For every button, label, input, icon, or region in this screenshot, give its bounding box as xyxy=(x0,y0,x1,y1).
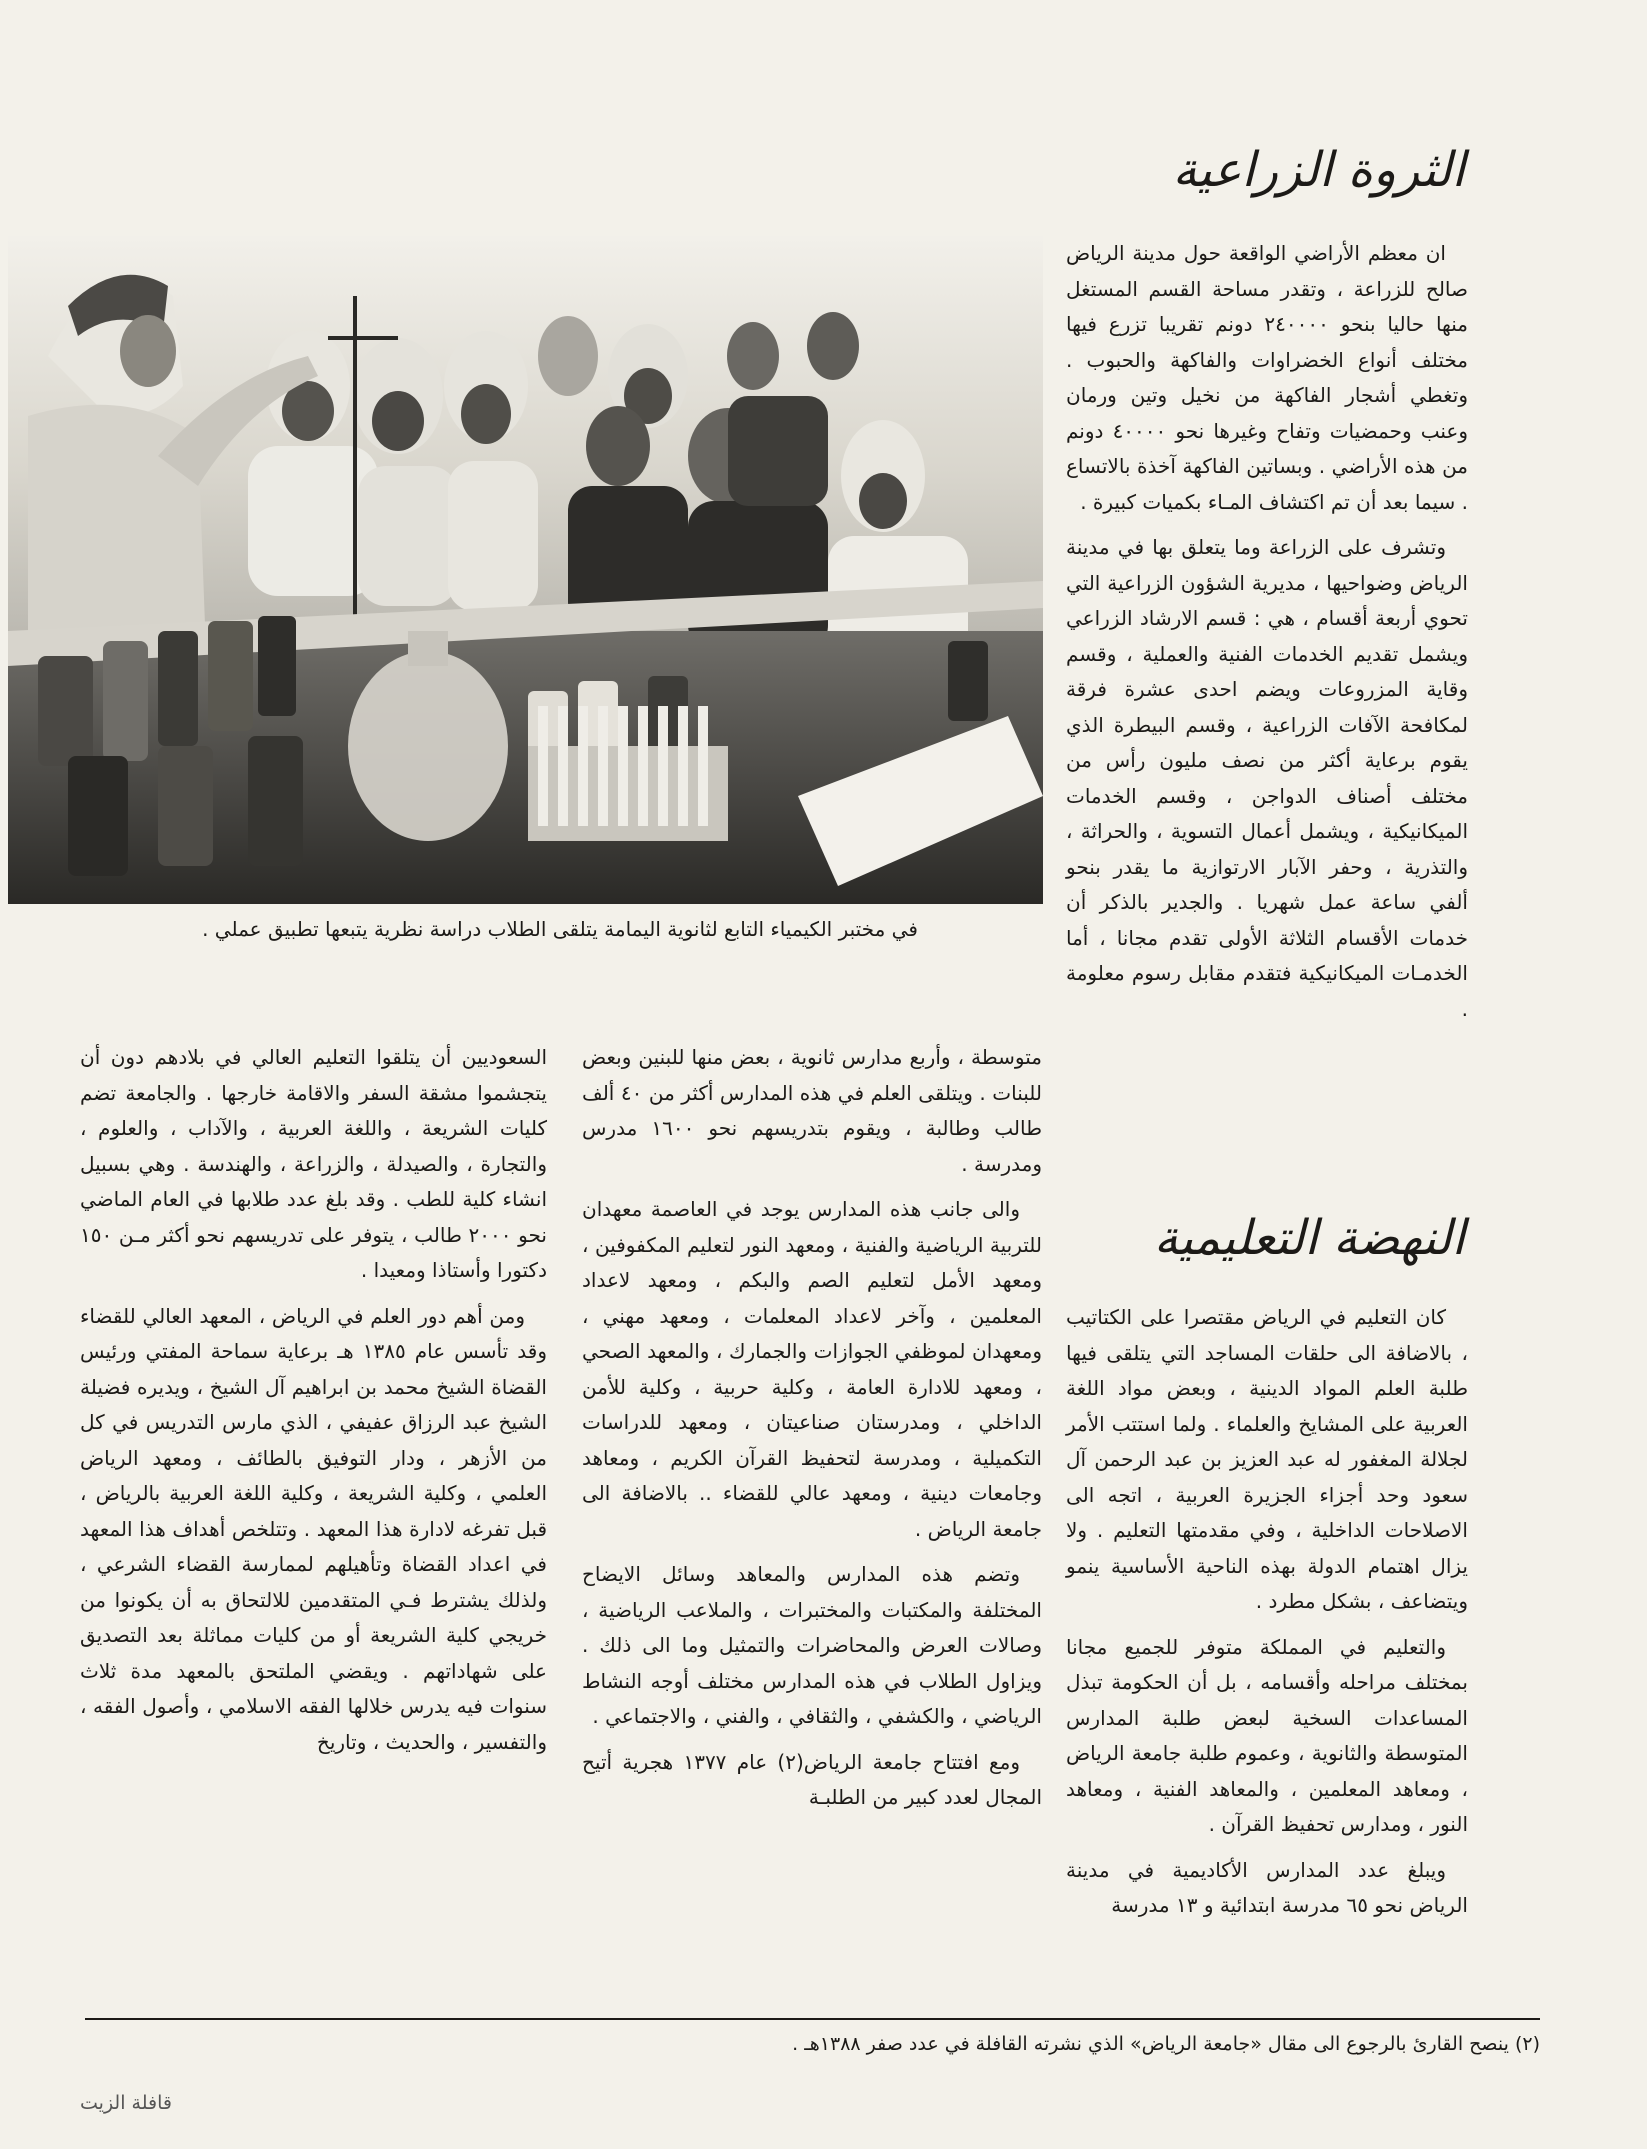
paragraph: كان التعليم في الرياض مقتصرا على الكتاتيب ، بالاضافة الى حلقات المساجد التي يتلقى فيها طلبة العلم المواد الدينية ، وبعض مواد اللغة العربية على المشايخ والعلماء . ولما استتب الأمر لجلالة المغفور له عبد العزيز بن عبد الرحمن آل سعود وحد أجزاء الجزيرة العربية ، اتجه الى الاصلاحات الداخلية ، وفي مقدمتها التعليم . ولا يزال اهتمام الدولة بهذه الناحية الأساسية ينمو ويتضاعف ، بشكل مطرد . xyxy=(1066,1305,1468,1613)
left-column xyxy=(80,1040,547,1770)
paragraph: وتضم هذه المدارس والمعاهد وسائل الايضاح المختلفة والمكتبات والمختبرات ، والملاعب الرياضية ، وصالات العرض والمحاضرات والتمثيل وما الى ذلك . ويزاول الطلاب في هذه المدارس مختلف أوجه النشاط الرياضي ، والكشفي ، والثقافي ، والفني ، والاجتماعي . xyxy=(582,1562,1042,1728)
chemistry-lab-photo xyxy=(8,236,1043,904)
footnote-divider xyxy=(85,2018,1540,2020)
paragraph: ويبلغ عدد المدارس الأكاديمية في مدينة الرياض نحو ٦٥ مدرسة ابتدائية و ١٣ مدرسة xyxy=(1066,1857,1468,1917)
middle-column xyxy=(582,1040,1042,1826)
paragraph: ان معظم الأراضي الواقعة حول مدينة الرياض صالح للزراعة ، وتقدر مساحة القسم المستغل منها حاليا بنحو ٢٤٠٠٠٠ دونم تقريبا تزرع فيها مختلف أنواع الخضراوات والفاكهة والحبوب . وتغطي أشجار الفاكهة من نخيل وتين ورمان وعنب وحمضيات وتفاح وغيرها نحو ٤٠٠٠٠ دونم من هذه الأراضي . وبساتين الفاكهة آخذة بالاتساع . سيما بعد أن تم اكتشاف المـاء بكميات كبيرة . xyxy=(1066,241,1468,514)
education-column xyxy=(1066,1300,1468,1934)
footnote: (٢) ينصح القارئ بالرجوع الى مقال «جامعة الرياض» الذي نشرته القافلة في عدد صفر ١٣٨٨هـ . xyxy=(792,2033,1540,2055)
lab-photo-illustration xyxy=(8,236,1043,904)
agriculture-column xyxy=(1066,236,1468,1037)
photo-caption: في مختبر الكيمياء التابع لثانوية اليمامة يتلقى الطلاب دراسة نظرية يتبعها تطبيق عملي . xyxy=(202,917,918,941)
paragraph: والى جانب هذه المدارس يوجد في العاصمة معهدان للتربية الرياضية والفنية ، ومعهد النور لتعليم المكفوفين ، ومعهد الأمل لتعليم الصم والبكم ، ومعهد لاعداد المعلمين ، وآخر لاعداد المعلمات ، ومعهد مهني ، ومعهدان لموظفي الجوازات والجمارك ، والمعهد الصحي ، ومعهد للادارة العامة ، وكلية حربية ، وكلية للأمن الداخلي ، ومدرستان صناعيتان ، ومعهد للدراسات التكميلية ، ومدرسة لتحفيظ القرآن الكريم ، ومعاهد وجامعات دينية ، ومعهد عالي للقضاء .. بالاضافة الى جامعة الرياض . xyxy=(582,1197,1042,1541)
paragraph: ومع افتتاح جامعة الرياض(٢) عام ١٣٧٧ هجرية أتيح المجال لعدد كبير من الطلبـة xyxy=(582,1749,1042,1809)
paragraph: والتعليم في المملكة متوفر للجميع مجانا بمختلف مراحله وأقسامه ، بل أن الحكومة تبذل المساعدات السخية لبعض طلبة المدارس المتوسطة والثانوية ، وعموم طلبة جامعة الرياض ، ومعاهد المعلمين ، والمعاهد الفنية ، ومعاهد النور ، ومدارس تحفيظ القرآن . xyxy=(1066,1634,1468,1836)
paragraph: ومن أهم دور العلم في الرياض ، المعهد العالي للقضاء وقد تأسس عام ١٣٨٥ هـ برعاية سماحة المفتي ورئيس القضاة الشيخ محمد بن ابراهيم آل الشيخ ، ويديره فضيلة الشيخ عبد الرزاق عفيفي ، الذي مارس التدريس في كل من الأزهر ، ودار التوفيق بالطائف ، ومعهد الرياض العلمي ، وكلية الشريعة ، وكلية اللغة العربية بالرياض ، قبل تفرغه لادارة هذا المعهد . وتتلخص أهداف هذا المعهد في اعداد القضاة وتأهيلهم لممارسة القضاء الشرعي ، ولذلك يشترط فـي المتقدمين للالتحاق به أن يكونوا من خريجي كلية الشريعة أو من كليات مماثلة بعد التصديق على شهاداتهم . ويقضي الملتحق بالمعهد مدة ثلاث سنوات فيه يدرس خلالها الفقه الاسلامي ، وأصول الفقه ، والتفسير ، والحديث ، وتاريخ xyxy=(80,1303,547,1754)
paragraph: وتشرف على الزراعة وما يتعلق بها في مدينة الرياض وضواحيها ، مديرية الشؤون الزراعية التي تحوي أربعة أقسام ، هي : قسم الارشاد الزراعي ويشمل تقديم الخدمات الفنية والعملية ، وقسم وقاية المزروعات ويضم احدى عشرة فرقة لمكافحة الآفات الزراعية ، وقسم البيطرة الذي يقوم برعاية أكثر من نصف مليون رأس من مختلف أصناف الدواجن ، وقسم الخدمات الميكانيكية ، ويشمل أعمال التسوية ، والحراثة ، والتذرية ، وحفر الآبار الارتوازية ما يقدر بنحو ألفي ساعة عمل شهريا . والجدير بالذكر أن خدمات الأقسام الثلاثة الأولى تقدم مجانا ، أما الخدمـات الميكانيكية فتقدم مقابل رسوم معلومة . xyxy=(1066,535,1468,1021)
section-title-education: النهضة التعليمية xyxy=(1153,1210,1465,1266)
paragraph: متوسطة ، وأربع مدارس ثانوية ، بعض منها للبنين وبعض للبنات . ويتلقى العلم في هذه المدارس أكثر من ٤٠ ألف طالب وطالبة ، ويقوم بتدريسهم نحو ١٦٠٠ مدرس ومدرسة . xyxy=(582,1045,1042,1176)
section-title-agriculture: الثروة الزراعية xyxy=(1172,142,1465,198)
publication-name: قافلة الزيت xyxy=(80,2092,172,2114)
paragraph: السعوديين أن يتلقوا التعليم العالي في بلادهم دون أن يتجشموا مشقة السفر والاقامة خارجها . والجامعة تضم كليات الشريعة ، واللغة العربية ، والآداب ، والعلوم ، والتجارة ، والصيدلة ، والزراعة ، والهندسة . وهي بسبيل انشاء كلية للطب . وقد بلغ عدد طلابها في العام الماضي نحو ٢٠٠٠ طالب ، يتوفر على تدريسهم نحو أكثر مـن ١٥٠ دكتورا وأستاذا ومعيدا . xyxy=(80,1045,547,1282)
